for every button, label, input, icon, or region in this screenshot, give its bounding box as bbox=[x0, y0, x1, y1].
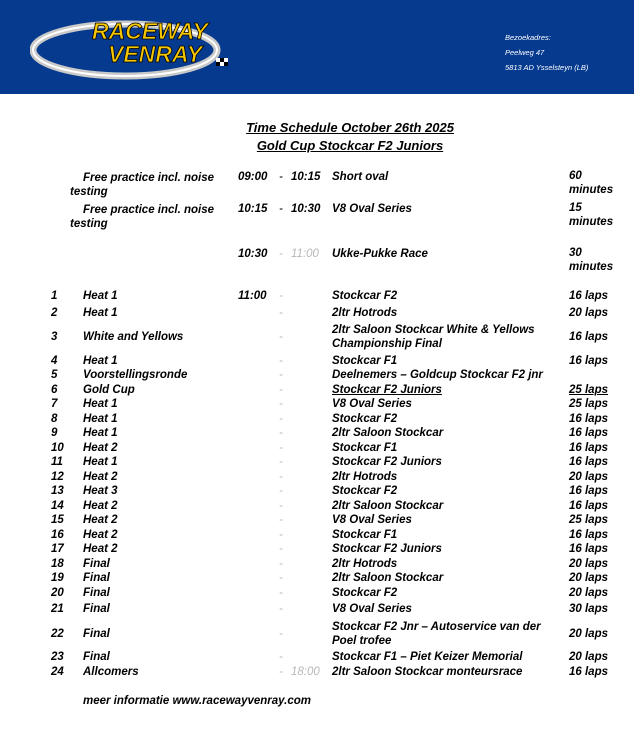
heat-label: Voorstellingsronde bbox=[83, 369, 188, 381]
time-separator: - bbox=[279, 427, 283, 439]
race-number: 17 bbox=[51, 543, 64, 555]
race-number: 1 bbox=[51, 290, 58, 302]
race-number: 2 bbox=[51, 307, 58, 319]
race-name: 2ltr Saloon Stockcar bbox=[332, 572, 444, 584]
heat-label: Heat 1 bbox=[83, 307, 118, 319]
laps-count: 16 laps bbox=[569, 529, 608, 541]
race-name: Stockcar F1 bbox=[332, 355, 398, 367]
end-time: 11:00 bbox=[291, 248, 319, 260]
laps-count: 25 laps bbox=[569, 384, 608, 396]
race-number: 8 bbox=[51, 413, 58, 425]
heat-label: Heat 1 bbox=[83, 456, 118, 468]
heat-label: Allcomers bbox=[83, 666, 139, 678]
race-name: 2ltr Hotrods bbox=[332, 307, 398, 319]
laps-count: 20 laps bbox=[569, 628, 608, 640]
heat-label: Final bbox=[83, 572, 110, 584]
duration: 60 minutes bbox=[569, 170, 614, 196]
race-name: 2ltr Saloon Stockcar White & Yellows Championship Final bbox=[332, 324, 535, 350]
laps-count: 20 laps bbox=[569, 307, 608, 319]
race-name: 2ltr Saloon Stockcar bbox=[332, 427, 444, 439]
heat-label: Heat 2 bbox=[83, 529, 118, 541]
laps-count: 25 laps bbox=[569, 514, 608, 526]
laps-count: 16 laps bbox=[569, 543, 608, 555]
heat-label: Final bbox=[83, 558, 110, 570]
laps-count: 20 laps bbox=[569, 471, 608, 483]
time-separator: - bbox=[279, 248, 283, 260]
time-separator: - bbox=[279, 355, 283, 367]
time-separator: - bbox=[279, 485, 283, 497]
heat-label: Final bbox=[83, 603, 110, 615]
address-label: Bezoekadres: bbox=[505, 33, 551, 42]
session-name: Free practice incl. noise testing bbox=[70, 204, 215, 230]
checkered-flag-icon bbox=[216, 58, 228, 66]
race-number: 7 bbox=[51, 398, 58, 410]
race-number: 20 bbox=[51, 587, 64, 599]
address-block bbox=[505, 30, 588, 75]
race-name: 2ltr Hotrods bbox=[332, 471, 398, 483]
end-time: 10:15 bbox=[291, 171, 321, 183]
race-name: Stockcar F2 Jnr – Autoservice van der Poel trofee bbox=[332, 621, 541, 647]
race-name: Stockcar F1 bbox=[332, 442, 398, 454]
schedule-subtitle: Gold Cup Stockcar F2 Juniors bbox=[256, 138, 444, 153]
time-separator: - bbox=[279, 529, 283, 541]
start-time: 10:30 bbox=[238, 248, 268, 260]
race-name: Stockcar F2 bbox=[332, 587, 398, 599]
race-name: Stockcar F1 bbox=[332, 529, 398, 541]
heat-label: Final bbox=[83, 628, 110, 640]
race-name: Stockcar F2 bbox=[332, 485, 398, 497]
time-separator: - bbox=[279, 369, 283, 381]
heat-label: Final bbox=[83, 587, 110, 599]
heat-label: White and Yellows bbox=[83, 331, 184, 343]
race-name: Ukke-Pukke Race bbox=[332, 248, 428, 260]
race-name: 2ltr Saloon Stockcar bbox=[332, 500, 444, 512]
time-separator: - bbox=[279, 666, 283, 678]
race-number: 3 bbox=[51, 331, 58, 343]
time-separator: - bbox=[279, 171, 283, 183]
race-number: 11 bbox=[51, 456, 63, 468]
time-separator: - bbox=[279, 471, 283, 483]
heat-label: Heat 2 bbox=[83, 442, 118, 454]
race-name: Stockcar F2 Juniors bbox=[332, 456, 442, 468]
session-name: Free practice incl. noise testing bbox=[70, 172, 215, 198]
heat-label: Heat 1 bbox=[83, 398, 118, 410]
race-name: Stockcar F2 Juniors bbox=[332, 543, 442, 555]
race-number: 10 bbox=[51, 442, 64, 454]
laps-count: 30 laps bbox=[569, 603, 608, 615]
heat-label: Heat 1 bbox=[83, 427, 118, 439]
time-separator: - bbox=[279, 558, 283, 570]
laps-count: 16 laps bbox=[569, 485, 608, 497]
race-number: 14 bbox=[51, 500, 64, 512]
address-street: Peelweg 47 bbox=[505, 48, 545, 57]
heat-label: Final bbox=[83, 651, 110, 663]
heat-label: Heat 1 bbox=[83, 413, 118, 425]
address-city: 5813 AD Ysselsteyn (LB) bbox=[505, 63, 589, 72]
laps-count: 16 laps bbox=[569, 442, 608, 454]
footer-info: meer informatie www.racewayvenray.com bbox=[83, 695, 311, 707]
time-separator: - bbox=[279, 442, 283, 454]
race-name: Deelnemers – Goldcup Stockcar F2 jnr bbox=[332, 369, 543, 381]
laps-count: 16 laps bbox=[569, 666, 608, 678]
laps-count: 16 laps bbox=[569, 500, 608, 512]
duration: 15 minutes bbox=[569, 202, 614, 228]
race-number: 15 bbox=[51, 514, 64, 526]
race-name: V8 Oval Series bbox=[332, 603, 412, 615]
time-separator: - bbox=[279, 572, 283, 584]
time-separator: - bbox=[279, 651, 283, 663]
race-number: 12 bbox=[51, 471, 64, 483]
time-separator: - bbox=[279, 203, 283, 215]
race-name: Stockcar F2 bbox=[332, 290, 398, 302]
time-separator: - bbox=[279, 456, 283, 468]
raceway-venray-logo bbox=[30, 10, 250, 82]
race-number: 9 bbox=[51, 427, 58, 439]
time-separator: - bbox=[279, 290, 283, 302]
race-number: 16 bbox=[51, 529, 64, 541]
logo-text-venray: VENRAY bbox=[108, 41, 203, 67]
heat-label: Heat 2 bbox=[83, 514, 118, 526]
start-time: 10:15 bbox=[238, 203, 268, 215]
race-name: 2ltr Saloon Stockcar monteursrace bbox=[332, 666, 523, 678]
race-name: Stockcar F1 – Piet Keizer Memorial bbox=[332, 651, 523, 663]
race-number: 6 bbox=[51, 384, 58, 396]
race-number: 19 bbox=[51, 572, 64, 584]
race-name: V8 Oval Series bbox=[332, 398, 412, 410]
race-name: 2ltr Hotrods bbox=[332, 558, 398, 570]
end-time: 18:00 bbox=[291, 666, 320, 678]
heat-label: Heat 1 bbox=[83, 355, 118, 367]
race-number: 18 bbox=[51, 558, 64, 570]
logo-text-raceway: RACEWAY bbox=[92, 18, 208, 44]
laps-count: 20 laps bbox=[569, 572, 608, 584]
laps-count: 25 laps bbox=[569, 398, 608, 410]
heat-label: Heat 3 bbox=[83, 485, 118, 497]
laps-count: 16 laps bbox=[569, 331, 608, 343]
heat-label: Heat 2 bbox=[83, 543, 118, 555]
duration: 30 minutes bbox=[569, 247, 614, 273]
heat-label: Gold Cup bbox=[83, 384, 135, 396]
time-separator: - bbox=[279, 384, 283, 396]
race-name: Stockcar F2 Juniors bbox=[332, 384, 442, 396]
time-separator: - bbox=[279, 500, 283, 512]
time-separator: - bbox=[279, 331, 283, 343]
laps-count: 16 laps bbox=[569, 290, 608, 302]
time-separator: - bbox=[279, 587, 283, 599]
laps-count: 16 laps bbox=[569, 427, 608, 439]
schedule-title: Time Schedule October 26th 2025 bbox=[246, 120, 454, 135]
time-separator: - bbox=[279, 398, 283, 410]
time-separator: - bbox=[279, 514, 283, 526]
laps-count: 20 laps bbox=[569, 558, 608, 570]
start-time: 09:00 bbox=[238, 171, 268, 183]
race-number: 4 bbox=[51, 355, 58, 367]
header-banner bbox=[0, 0, 634, 94]
laps-count: 20 laps bbox=[569, 587, 608, 599]
race-number: 22 bbox=[51, 628, 64, 640]
race-name: Short oval bbox=[332, 171, 389, 183]
race-number: 21 bbox=[51, 603, 64, 615]
heat-label: Heat 1 bbox=[83, 290, 118, 302]
heat-label: Heat 2 bbox=[83, 500, 118, 512]
race-name: V8 Oval Series bbox=[332, 514, 412, 526]
race-name: V8 Oval Series bbox=[332, 203, 412, 215]
start-time: 11:00 bbox=[238, 290, 267, 302]
laps-count: 20 laps bbox=[569, 651, 608, 663]
race-number: 13 bbox=[51, 485, 64, 497]
heat-label: Heat 2 bbox=[83, 471, 118, 483]
end-time: 10:30 bbox=[291, 203, 321, 215]
race-number: 23 bbox=[51, 651, 64, 663]
time-separator: - bbox=[279, 543, 283, 555]
time-separator: - bbox=[279, 603, 283, 615]
race-number: 24 bbox=[51, 666, 64, 678]
time-separator: - bbox=[279, 628, 283, 640]
laps-count: 16 laps bbox=[569, 456, 608, 468]
laps-count: 16 laps bbox=[569, 413, 608, 425]
race-name: Stockcar F2 bbox=[332, 413, 398, 425]
time-separator: - bbox=[279, 413, 283, 425]
time-separator: - bbox=[279, 307, 283, 319]
race-number: 5 bbox=[51, 369, 58, 381]
laps-count: 16 laps bbox=[569, 355, 608, 367]
